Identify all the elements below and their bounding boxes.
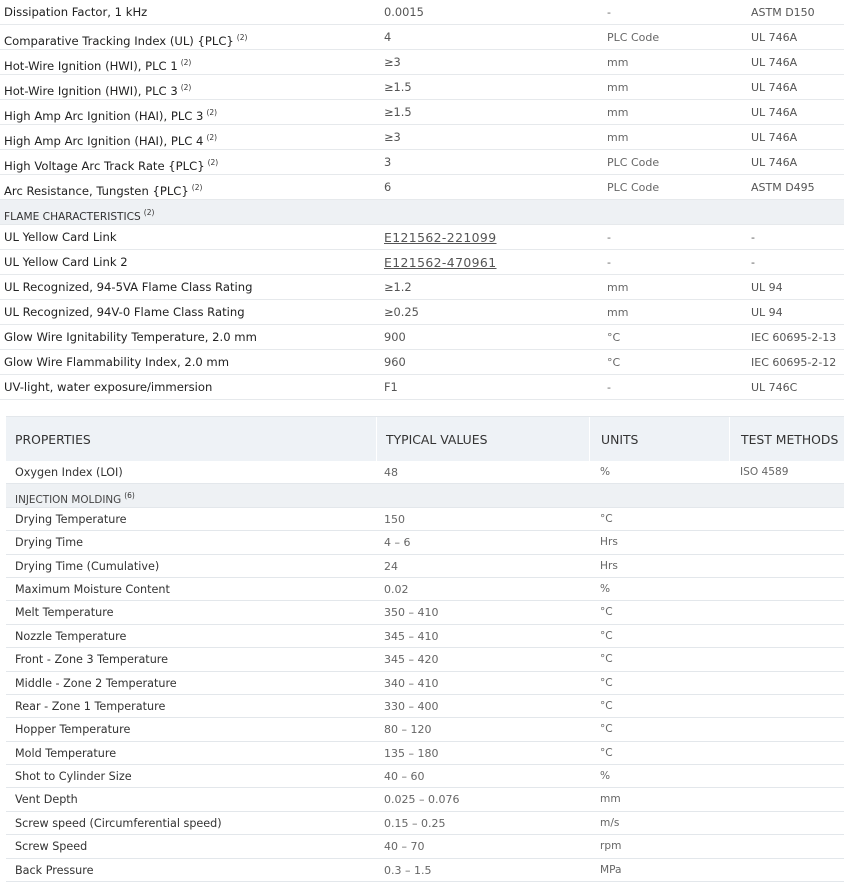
typical-value: 40 – 70 xyxy=(384,840,425,854)
property-name: Melt Temperature xyxy=(15,606,114,620)
table-row xyxy=(0,50,844,75)
property-cell xyxy=(15,859,94,882)
value-cell xyxy=(384,531,411,554)
property-cell xyxy=(15,742,116,765)
table-row xyxy=(6,648,844,671)
table-row xyxy=(6,859,844,882)
property-name: Front - Zone 3 Temperature xyxy=(15,653,169,667)
header-divider xyxy=(589,417,590,462)
typical-value: 330 – 400 xyxy=(384,699,439,713)
property-cell xyxy=(4,250,128,275)
unit-cell: - xyxy=(607,6,611,19)
property-cell xyxy=(15,625,126,648)
table-row xyxy=(0,300,844,325)
value-cell xyxy=(384,100,412,125)
table-header-row xyxy=(6,416,844,461)
footnote-ref: (2) xyxy=(180,58,192,67)
value-cell xyxy=(384,742,438,765)
property-name: High Voltage Arc Track Rate {PLC} xyxy=(4,159,205,173)
table-row xyxy=(0,350,844,375)
table-row xyxy=(6,531,844,554)
typical-value: 345 – 410 xyxy=(384,629,439,643)
property-cell xyxy=(15,555,159,578)
table-row xyxy=(6,765,844,788)
unit-cell: mm xyxy=(607,131,629,144)
unit-cell: - xyxy=(607,256,611,269)
property-cell xyxy=(4,175,202,200)
table-row xyxy=(0,125,844,150)
value-cell xyxy=(384,765,425,788)
property-name: Drying Time xyxy=(15,536,84,550)
property-name: Hot-Wire Ignition (HWI), PLC 1 xyxy=(4,59,178,73)
unit-cell: °C xyxy=(600,746,613,759)
property-name: Maximum Moisture Content xyxy=(15,582,170,596)
unit-cell: PLC Code xyxy=(607,31,660,44)
footnote-ref: (2) xyxy=(143,208,155,217)
value-cell xyxy=(384,125,401,150)
unit-cell: % xyxy=(600,770,611,783)
section-heading-row xyxy=(6,484,844,507)
value-cell xyxy=(384,0,424,25)
section-title: INJECTION MOLDING xyxy=(15,494,122,507)
unit-cell: Hrs xyxy=(600,536,618,549)
value-cell xyxy=(384,508,405,531)
unit-cell: °C xyxy=(600,606,613,619)
unit-cell: °C xyxy=(607,356,621,369)
unit-cell: °C xyxy=(600,699,613,712)
property-cell xyxy=(15,788,78,811)
unit-cell: - xyxy=(607,381,611,394)
property-name: Vent Depth xyxy=(15,793,78,807)
table-row xyxy=(6,788,844,811)
typical-value: ≥1.5 xyxy=(384,80,412,94)
table-row xyxy=(0,75,844,100)
property-name: Arc Resistance, Tungsten {PLC} xyxy=(4,184,189,198)
table-row xyxy=(6,625,844,648)
test-method-cell: UL 746A xyxy=(751,81,798,94)
footnote-ref: (2) xyxy=(236,33,248,42)
property-cell xyxy=(15,531,83,554)
unit-cell: mm xyxy=(607,56,629,69)
value-cell xyxy=(384,835,425,858)
table-row xyxy=(6,508,844,531)
unit-cell: °C xyxy=(600,653,613,666)
property-cell xyxy=(15,648,168,671)
test-method-cell: UL 94 xyxy=(751,306,783,319)
property-cell xyxy=(4,75,191,100)
property-cell xyxy=(4,275,252,300)
property-cell xyxy=(4,0,147,25)
test-method-cell: UL 746A xyxy=(751,31,798,44)
property-name: Hopper Temperature xyxy=(15,723,131,737)
unit-cell: mm xyxy=(607,306,629,319)
unit-cell: °C xyxy=(600,723,613,736)
value-cell xyxy=(384,788,459,811)
header-units: UNITS xyxy=(601,432,639,447)
footnote-ref: (2) xyxy=(206,133,218,142)
footnote-ref: (6) xyxy=(124,491,135,501)
typical-value: 960 xyxy=(384,355,406,369)
table-row xyxy=(0,175,844,200)
typical-value: 0.15 – 0.25 xyxy=(384,816,446,830)
property-name: Glow Wire Flammability Index, 2.0 mm xyxy=(4,355,230,369)
property-name: UV-light, water exposure/immersion xyxy=(4,380,213,394)
value-cell xyxy=(384,150,391,175)
molding-properties-body xyxy=(6,461,844,882)
test-method-cell: ASTM D150 xyxy=(751,6,815,19)
unit-cell: PLC Code xyxy=(607,181,660,194)
property-name: Drying Temperature xyxy=(15,512,127,526)
property-name: UL Recognized, 94V-0 Flame Class Rating xyxy=(4,305,245,319)
test-method-cell: - xyxy=(751,231,755,244)
value-cell xyxy=(384,25,391,50)
table-row xyxy=(0,150,844,175)
property-name: UL Recognized, 94-5VA Flame Class Rating xyxy=(4,280,253,294)
property-cell xyxy=(4,125,217,150)
value-cell xyxy=(384,275,412,300)
property-cell xyxy=(4,25,247,50)
property-cell xyxy=(4,325,257,350)
unit-cell: mm xyxy=(607,281,629,294)
table-row xyxy=(0,375,844,400)
typical-value: 340 – 410 xyxy=(384,676,439,690)
table-row xyxy=(0,225,844,250)
table-row xyxy=(6,578,844,601)
value-cell xyxy=(384,648,438,671)
unit-cell: m/s xyxy=(600,816,620,829)
value-cell xyxy=(384,350,406,375)
footnote-ref: (2) xyxy=(180,83,192,92)
typical-value: 0.3 – 1.5 xyxy=(384,863,432,877)
typical-value: ≥0.25 xyxy=(384,305,419,319)
value-cell xyxy=(384,375,398,400)
molding-properties-table xyxy=(6,416,844,882)
section-title: FLAME CHARACTERISTICS xyxy=(4,211,141,223)
value-cell xyxy=(384,672,438,695)
property-name: Hot-Wire Ignition (HWI), PLC 3 xyxy=(4,84,178,98)
header-properties: PROPERTIES xyxy=(15,432,91,447)
property-name: Screw speed (Circumferential speed) xyxy=(15,816,222,830)
property-cell xyxy=(15,718,130,741)
value-cell xyxy=(384,75,412,100)
table-row xyxy=(6,835,844,858)
property-cell xyxy=(15,835,87,858)
value-cell xyxy=(384,601,438,624)
ul-yellow-card-link[interactable]: E121562-470961 xyxy=(384,255,497,270)
test-method-cell: UL 746A xyxy=(751,156,798,169)
table-row xyxy=(6,695,844,718)
unit-cell: mm xyxy=(600,793,621,806)
footnote-ref: (2) xyxy=(191,183,203,192)
value-cell xyxy=(384,812,445,835)
value-cell xyxy=(384,325,406,350)
unit-cell: MPa xyxy=(600,863,622,876)
value-cell xyxy=(384,461,398,484)
property-name: Shot to Cylinder Size xyxy=(15,770,132,784)
property-name: UL Yellow Card Link xyxy=(4,230,117,244)
value-cell xyxy=(384,555,398,578)
property-name: Oxygen Index (LOI) xyxy=(15,466,123,479)
unit-cell: °C xyxy=(600,512,613,525)
value-cell xyxy=(384,859,431,882)
property-name: High Amp Arc Ignition (HAI), PLC 4 xyxy=(4,134,204,148)
header-typical-values: TYPICAL VALUES xyxy=(386,432,488,447)
property-cell xyxy=(15,672,177,695)
value-cell xyxy=(384,578,409,601)
test-method-cell: - xyxy=(751,256,755,269)
table-row xyxy=(6,461,844,484)
test-method-cell: UL 746C xyxy=(751,381,798,394)
typical-value: F1 xyxy=(384,380,398,394)
value-cell xyxy=(384,718,432,741)
table-row xyxy=(0,250,844,275)
typical-value: ≥3 xyxy=(384,130,401,144)
value-cell xyxy=(384,250,497,275)
table-row xyxy=(0,0,844,25)
property-cell xyxy=(4,375,212,400)
property-name: Glow Wire Ignitability Temperature, 2.0 mm xyxy=(4,330,257,344)
typical-value: 6 xyxy=(384,180,392,194)
test-method-cell: UL 746A xyxy=(751,131,798,144)
property-cell xyxy=(4,100,217,125)
section-heading-cell xyxy=(15,484,135,507)
table-row xyxy=(0,100,844,125)
table-row xyxy=(6,601,844,624)
test-method-cell: IEC 60695-2-12 xyxy=(751,356,837,369)
test-method-cell: UL 746A xyxy=(751,106,798,119)
typical-value: 135 – 180 xyxy=(384,746,439,760)
property-cell xyxy=(15,601,113,624)
typical-value: 40 – 60 xyxy=(384,770,425,784)
property-name: Screw Speed xyxy=(15,840,88,854)
electrical-flame-properties-body xyxy=(0,0,844,400)
section-heading-row xyxy=(0,200,844,225)
property-cell xyxy=(15,812,222,835)
typical-value: ≥1.2 xyxy=(384,280,412,294)
unit-cell: °C xyxy=(600,629,613,642)
property-cell xyxy=(15,695,165,718)
table-row xyxy=(6,718,844,741)
table-row xyxy=(0,25,844,50)
footnote-ref: (2) xyxy=(207,158,219,167)
typical-value: ≥1.5 xyxy=(384,105,412,119)
property-cell xyxy=(4,150,218,175)
property-cell xyxy=(4,225,117,250)
value-cell xyxy=(384,225,497,250)
ul-yellow-card-link[interactable]: E121562-221099 xyxy=(384,230,497,245)
table-row xyxy=(6,555,844,578)
typical-value: 150 xyxy=(384,512,405,526)
section-heading-cell xyxy=(4,200,154,225)
unit-cell: °C xyxy=(600,676,613,689)
typical-value: 24 xyxy=(384,559,398,573)
property-cell xyxy=(15,461,123,484)
property-name: High Amp Arc Ignition (HAI), PLC 3 xyxy=(4,109,204,123)
unit-cell: % xyxy=(600,582,611,595)
property-name: Dissipation Factor, 1 kHz xyxy=(4,5,148,19)
typical-value: 350 – 410 xyxy=(384,606,439,620)
property-cell xyxy=(15,765,132,788)
value-cell xyxy=(384,175,391,200)
test-method-cell: UL 746A xyxy=(751,56,798,69)
header-divider xyxy=(376,417,377,462)
table-row xyxy=(0,325,844,350)
electrical-flame-properties-table xyxy=(0,0,844,400)
value-cell xyxy=(384,695,438,718)
unit-cell: °C xyxy=(607,331,621,344)
table-row xyxy=(6,742,844,765)
unit-cell: % xyxy=(600,466,611,478)
unit-cell: mm xyxy=(607,81,629,94)
property-name: Middle - Zone 2 Temperature xyxy=(15,676,177,690)
property-cell xyxy=(15,508,127,531)
header-test-methods: TEST METHODS xyxy=(741,432,839,447)
property-name: Nozzle Temperature xyxy=(15,629,127,643)
table-row xyxy=(6,672,844,695)
property-cell xyxy=(15,578,170,601)
table-row xyxy=(6,812,844,835)
property-name: Mold Temperature xyxy=(15,746,117,760)
typical-value: 80 – 120 xyxy=(384,723,432,737)
property-cell xyxy=(4,50,191,75)
header-divider xyxy=(729,417,730,462)
test-method-cell: ISO 4589 xyxy=(740,466,789,478)
property-cell xyxy=(4,300,245,325)
property-name: Rear - Zone 1 Temperature xyxy=(15,699,166,713)
value-cell xyxy=(384,50,401,75)
typical-value: 0.0015 xyxy=(384,5,424,19)
test-method-cell: UL 94 xyxy=(751,281,783,294)
typical-value: 0.025 – 0.076 xyxy=(384,793,460,807)
typical-value: 4 – 6 xyxy=(384,536,411,550)
property-name: Drying Time (Cumulative) xyxy=(15,559,160,573)
property-cell xyxy=(4,350,229,375)
property-name: UL Yellow Card Link 2 xyxy=(4,255,128,269)
unit-cell: PLC Code xyxy=(607,156,660,169)
typical-value: 3 xyxy=(384,155,392,169)
unit-cell: - xyxy=(607,231,611,244)
typical-value: 0.02 xyxy=(384,582,409,596)
typical-value: 48 xyxy=(384,466,398,479)
unit-cell: Hrs xyxy=(600,559,618,572)
test-method-cell: ASTM D495 xyxy=(751,181,815,194)
table-row xyxy=(0,275,844,300)
typical-value: 900 xyxy=(384,330,406,344)
unit-cell: mm xyxy=(607,106,629,119)
property-name: Comparative Tracking Index (UL) {PLC} xyxy=(4,34,234,48)
value-cell xyxy=(384,300,419,325)
test-method-cell: IEC 60695-2-13 xyxy=(751,331,837,344)
footnote-ref: (2) xyxy=(206,108,218,117)
typical-value: 345 – 420 xyxy=(384,653,439,667)
typical-value: 4 xyxy=(384,30,392,44)
property-name: Back Pressure xyxy=(15,863,94,877)
unit-cell: rpm xyxy=(600,840,622,853)
value-cell xyxy=(384,625,438,648)
typical-value: ≥3 xyxy=(384,55,401,69)
